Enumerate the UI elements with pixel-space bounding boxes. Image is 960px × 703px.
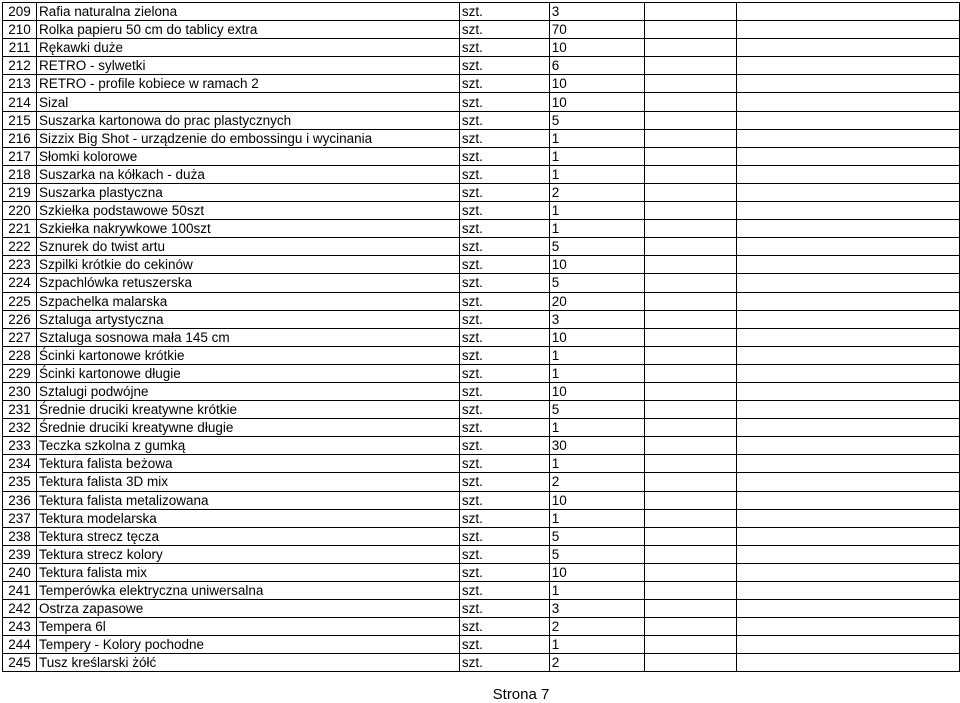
item-quantity-cell: 5 xyxy=(549,527,644,545)
empty-cell xyxy=(737,39,960,57)
item-name-cell: Suszarka kartonowa do prac plastycznych xyxy=(36,111,459,129)
table-row xyxy=(3,220,960,238)
empty-cell xyxy=(737,473,960,491)
empty-cell xyxy=(644,654,737,672)
item-quantity-cell: 2 xyxy=(549,654,644,672)
item-number-cell: 243 xyxy=(3,618,37,636)
item-quantity-cell: 10 xyxy=(549,39,644,57)
item-quantity-cell: 30 xyxy=(549,437,644,455)
empty-cell xyxy=(737,636,960,654)
table-row xyxy=(3,238,960,256)
item-unit-cell: szt. xyxy=(459,256,549,274)
empty-cell xyxy=(737,491,960,509)
empty-cell xyxy=(737,256,960,274)
table-row xyxy=(3,527,960,545)
empty-cell xyxy=(644,183,737,201)
item-quantity-cell: 2 xyxy=(549,183,644,201)
empty-cell xyxy=(737,618,960,636)
item-name-cell: Suszarka na kółkach - duża xyxy=(36,165,459,183)
table-row xyxy=(3,256,960,274)
item-number-cell: 230 xyxy=(3,382,37,400)
item-name-cell: Sznurek do twist artu xyxy=(36,238,459,256)
table-row xyxy=(3,274,960,292)
empty-cell xyxy=(644,220,737,238)
item-name-cell: Tektura falista beżowa xyxy=(36,455,459,473)
empty-cell xyxy=(644,274,737,292)
empty-cell xyxy=(737,292,960,310)
item-name-cell: Tektura strecz kolory xyxy=(36,545,459,563)
table-row xyxy=(3,93,960,111)
item-quantity-cell: 1 xyxy=(549,129,644,147)
table-row xyxy=(3,21,960,39)
item-unit-cell: szt. xyxy=(459,183,549,201)
empty-cell xyxy=(644,600,737,618)
item-number-cell: 241 xyxy=(3,582,37,600)
item-number-cell: 233 xyxy=(3,437,37,455)
item-number-cell: 220 xyxy=(3,202,37,220)
item-name-cell: Szkiełka podstawowe 50szt xyxy=(36,202,459,220)
empty-cell xyxy=(737,600,960,618)
item-name-cell: Tempery - Kolory pochodne xyxy=(36,636,459,654)
item-number-cell: 210 xyxy=(3,21,37,39)
item-quantity-cell: 10 xyxy=(549,256,644,274)
empty-cell xyxy=(644,382,737,400)
item-unit-cell: szt. xyxy=(459,636,549,654)
item-number-cell: 223 xyxy=(3,256,37,274)
item-number-cell: 214 xyxy=(3,93,37,111)
table-row xyxy=(3,111,960,129)
empty-cell xyxy=(737,202,960,220)
empty-cell xyxy=(644,473,737,491)
table-row xyxy=(3,437,960,455)
item-name-cell: Słomki kolorowe xyxy=(36,147,459,165)
item-quantity-cell: 1 xyxy=(549,220,644,238)
empty-cell xyxy=(737,274,960,292)
item-number-cell: 221 xyxy=(3,220,37,238)
item-name-cell: Temperówka elektryczna uniwersalna xyxy=(36,582,459,600)
page-number: Strona 7 xyxy=(492,686,550,703)
item-unit-cell: szt. xyxy=(459,202,549,220)
empty-cell xyxy=(644,292,737,310)
item-quantity-cell: 1 xyxy=(549,509,644,527)
table-row xyxy=(3,563,960,581)
item-quantity-cell: 10 xyxy=(549,382,644,400)
table-row xyxy=(3,509,960,527)
item-unit-cell: szt. xyxy=(459,346,549,364)
empty-cell xyxy=(644,455,737,473)
empty-cell xyxy=(644,618,737,636)
item-number-cell: 219 xyxy=(3,183,37,201)
item-unit-cell: szt. xyxy=(459,563,549,581)
table-row xyxy=(3,165,960,183)
empty-cell xyxy=(644,509,737,527)
empty-cell xyxy=(644,582,737,600)
table-row xyxy=(3,75,960,93)
item-unit-cell: szt. xyxy=(459,75,549,93)
item-unit-cell: szt. xyxy=(459,618,549,636)
table-row xyxy=(3,328,960,346)
item-number-cell: 236 xyxy=(3,491,37,509)
empty-cell xyxy=(737,21,960,39)
item-quantity-cell: 10 xyxy=(549,563,644,581)
item-unit-cell: szt. xyxy=(459,473,549,491)
item-quantity-cell: 1 xyxy=(549,582,644,600)
item-number-cell: 209 xyxy=(3,3,37,21)
item-name-cell: Tektura falista 3D mix xyxy=(36,473,459,491)
item-unit-cell: szt. xyxy=(459,220,549,238)
empty-cell xyxy=(737,437,960,455)
empty-cell xyxy=(737,582,960,600)
item-number-cell: 231 xyxy=(3,401,37,419)
item-unit-cell: szt. xyxy=(459,39,549,57)
item-unit-cell: szt. xyxy=(459,57,549,75)
item-name-cell: Sztalugi podwójne xyxy=(36,382,459,400)
item-number-cell: 222 xyxy=(3,238,37,256)
item-number-cell: 232 xyxy=(3,419,37,437)
item-unit-cell: szt. xyxy=(459,527,549,545)
item-quantity-cell: 5 xyxy=(549,238,644,256)
empty-cell xyxy=(737,346,960,364)
table-row xyxy=(3,419,960,437)
item-name-cell: Sizzix Big Shot - urządzenie do embossingu i wycinania xyxy=(36,129,459,147)
empty-cell xyxy=(737,238,960,256)
table-row xyxy=(3,183,960,201)
item-unit-cell: szt. xyxy=(459,491,549,509)
item-name-cell: Średnie druciki kreatywne długie xyxy=(36,419,459,437)
table-row xyxy=(3,582,960,600)
inventory-table-body xyxy=(3,3,960,672)
item-quantity-cell: 5 xyxy=(549,545,644,563)
empty-cell xyxy=(737,75,960,93)
item-unit-cell: szt. xyxy=(459,654,549,672)
empty-cell xyxy=(737,111,960,129)
empty-cell xyxy=(644,147,737,165)
item-name-cell: Szpachlówka retuszerska xyxy=(36,274,459,292)
item-unit-cell: szt. xyxy=(459,582,549,600)
item-number-cell: 217 xyxy=(3,147,37,165)
table-row xyxy=(3,491,960,509)
item-number-cell: 237 xyxy=(3,509,37,527)
item-number-cell: 226 xyxy=(3,310,37,328)
item-unit-cell: szt. xyxy=(459,455,549,473)
table-row xyxy=(3,545,960,563)
empty-cell xyxy=(644,346,737,364)
item-quantity-cell: 5 xyxy=(549,111,644,129)
item-number-cell: 216 xyxy=(3,129,37,147)
item-unit-cell: szt. xyxy=(459,238,549,256)
item-number-cell: 225 xyxy=(3,292,37,310)
item-quantity-cell: 1 xyxy=(549,147,644,165)
item-unit-cell: szt. xyxy=(459,328,549,346)
table-row xyxy=(3,636,960,654)
item-unit-cell: szt. xyxy=(459,364,549,382)
table-row xyxy=(3,346,960,364)
item-unit-cell: szt. xyxy=(459,401,549,419)
empty-cell xyxy=(737,310,960,328)
empty-cell xyxy=(737,545,960,563)
item-quantity-cell: 20 xyxy=(549,292,644,310)
item-quantity-cell: 70 xyxy=(549,21,644,39)
item-number-cell: 213 xyxy=(3,75,37,93)
item-number-cell: 239 xyxy=(3,545,37,563)
item-unit-cell: szt. xyxy=(459,310,549,328)
item-unit-cell: szt. xyxy=(459,111,549,129)
table-row xyxy=(3,382,960,400)
empty-cell xyxy=(644,437,737,455)
item-name-cell: Średnie druciki kreatywne krótkie xyxy=(36,401,459,419)
item-quantity-cell: 1 xyxy=(549,202,644,220)
item-name-cell: Ostrza zapasowe xyxy=(36,600,459,618)
empty-cell xyxy=(737,57,960,75)
empty-cell xyxy=(737,183,960,201)
empty-cell xyxy=(644,364,737,382)
item-number-cell: 245 xyxy=(3,654,37,672)
item-name-cell: Tektura modelarska xyxy=(36,509,459,527)
empty-cell xyxy=(737,3,960,21)
item-name-cell: Sztaluga sosnowa mała 145 cm xyxy=(36,328,459,346)
item-number-cell: 235 xyxy=(3,473,37,491)
table-row xyxy=(3,364,960,382)
item-number-cell: 229 xyxy=(3,364,37,382)
item-quantity-cell: 2 xyxy=(549,618,644,636)
empty-cell xyxy=(644,636,737,654)
item-name-cell: Tektura falista metalizowana xyxy=(36,491,459,509)
item-number-cell: 234 xyxy=(3,455,37,473)
table-row xyxy=(3,147,960,165)
item-number-cell: 228 xyxy=(3,346,37,364)
item-name-cell: Teczka szkolna z gumką xyxy=(36,437,459,455)
item-number-cell: 212 xyxy=(3,57,37,75)
table-row xyxy=(3,473,960,491)
table-row xyxy=(3,654,960,672)
item-name-cell: Tempera 6l xyxy=(36,618,459,636)
empty-cell xyxy=(737,563,960,581)
empty-cell xyxy=(737,527,960,545)
item-name-cell: Sizal xyxy=(36,93,459,111)
empty-cell xyxy=(644,563,737,581)
item-unit-cell: szt. xyxy=(459,274,549,292)
item-name-cell: Rękawki duże xyxy=(36,39,459,57)
empty-cell xyxy=(644,202,737,220)
item-unit-cell: szt. xyxy=(459,147,549,165)
table-row xyxy=(3,129,960,147)
item-unit-cell: szt. xyxy=(459,93,549,111)
item-unit-cell: szt. xyxy=(459,165,549,183)
empty-cell xyxy=(644,165,737,183)
empty-cell xyxy=(737,364,960,382)
item-quantity-cell: 10 xyxy=(549,328,644,346)
table-row xyxy=(3,39,960,57)
empty-cell xyxy=(644,310,737,328)
item-number-cell: 227 xyxy=(3,328,37,346)
empty-cell xyxy=(737,419,960,437)
item-quantity-cell: 5 xyxy=(549,274,644,292)
empty-cell xyxy=(737,509,960,527)
item-unit-cell: szt. xyxy=(459,292,549,310)
item-name-cell: RETRO - profile kobiece w ramach 2 xyxy=(36,75,459,93)
empty-cell xyxy=(737,328,960,346)
empty-cell xyxy=(737,220,960,238)
empty-cell xyxy=(737,455,960,473)
item-name-cell: Ścinki kartonowe długie xyxy=(36,364,459,382)
item-quantity-cell: 1 xyxy=(549,636,644,654)
item-number-cell: 224 xyxy=(3,274,37,292)
empty-cell xyxy=(644,93,737,111)
empty-cell xyxy=(737,147,960,165)
item-quantity-cell: 5 xyxy=(549,401,644,419)
item-name-cell: RETRO - sylwetki xyxy=(36,57,459,75)
item-name-cell: Szpachelka malarska xyxy=(36,292,459,310)
item-quantity-cell: 3 xyxy=(549,600,644,618)
item-name-cell: Tektura strecz tęcza xyxy=(36,527,459,545)
item-number-cell: 238 xyxy=(3,527,37,545)
item-number-cell: 240 xyxy=(3,563,37,581)
item-name-cell: Tusz kreślarski żółć xyxy=(36,654,459,672)
empty-cell xyxy=(644,527,737,545)
item-name-cell: Suszarka plastyczna xyxy=(36,183,459,201)
item-unit-cell: szt. xyxy=(459,545,549,563)
item-number-cell: 218 xyxy=(3,165,37,183)
table-row xyxy=(3,3,960,21)
empty-cell xyxy=(644,21,737,39)
item-unit-cell: szt. xyxy=(459,600,549,618)
empty-cell xyxy=(737,129,960,147)
item-quantity-cell: 3 xyxy=(549,310,644,328)
table-row xyxy=(3,292,960,310)
item-name-cell: Rafia naturalna zielona xyxy=(36,3,459,21)
item-quantity-cell: 1 xyxy=(549,364,644,382)
item-name-cell: Szpilki krótkie do cekinów xyxy=(36,256,459,274)
item-number-cell: 242 xyxy=(3,600,37,618)
item-name-cell: Rolka papieru 50 cm do tablicy extra xyxy=(36,21,459,39)
empty-cell xyxy=(644,328,737,346)
empty-cell xyxy=(737,382,960,400)
item-quantity-cell: 2 xyxy=(549,473,644,491)
item-quantity-cell: 10 xyxy=(549,93,644,111)
table-row xyxy=(3,455,960,473)
empty-cell xyxy=(737,93,960,111)
item-quantity-cell: 1 xyxy=(549,346,644,364)
item-unit-cell: szt. xyxy=(459,129,549,147)
empty-cell xyxy=(644,256,737,274)
empty-cell xyxy=(644,238,737,256)
table-row xyxy=(3,618,960,636)
empty-cell xyxy=(737,165,960,183)
item-name-cell: Ścinki kartonowe krótkie xyxy=(36,346,459,364)
item-unit-cell: szt. xyxy=(459,382,549,400)
empty-cell xyxy=(644,57,737,75)
item-name-cell: Sztaluga artystyczna xyxy=(36,310,459,328)
item-quantity-cell: 10 xyxy=(549,75,644,93)
empty-cell xyxy=(644,75,737,93)
empty-cell xyxy=(644,3,737,21)
item-quantity-cell: 6 xyxy=(549,57,644,75)
item-unit-cell: szt. xyxy=(459,509,549,527)
item-unit-cell: szt. xyxy=(459,437,549,455)
item-quantity-cell: 1 xyxy=(549,165,644,183)
item-unit-cell: szt. xyxy=(459,3,549,21)
empty-cell xyxy=(644,129,737,147)
empty-cell xyxy=(644,545,737,563)
table-row xyxy=(3,202,960,220)
empty-cell xyxy=(644,401,737,419)
empty-cell xyxy=(644,491,737,509)
empty-cell xyxy=(644,39,737,57)
empty-cell xyxy=(737,654,960,672)
item-number-cell: 244 xyxy=(3,636,37,654)
item-quantity-cell: 1 xyxy=(549,419,644,437)
item-quantity-cell: 3 xyxy=(549,3,644,21)
table-row xyxy=(3,600,960,618)
item-unit-cell: szt. xyxy=(459,21,549,39)
table-row xyxy=(3,57,960,75)
item-number-cell: 215 xyxy=(3,111,37,129)
inventory-table xyxy=(2,2,960,672)
item-quantity-cell: 1 xyxy=(549,455,644,473)
empty-cell xyxy=(737,401,960,419)
empty-cell xyxy=(644,419,737,437)
item-name-cell: Tektura falista mix xyxy=(36,563,459,581)
table-row xyxy=(3,401,960,419)
table-row xyxy=(3,310,960,328)
item-name-cell: Szkiełka nakrywkowe 100szt xyxy=(36,220,459,238)
item-unit-cell: szt. xyxy=(459,419,549,437)
item-quantity-cell: 10 xyxy=(549,491,644,509)
item-number-cell: 211 xyxy=(3,39,37,57)
empty-cell xyxy=(644,111,737,129)
